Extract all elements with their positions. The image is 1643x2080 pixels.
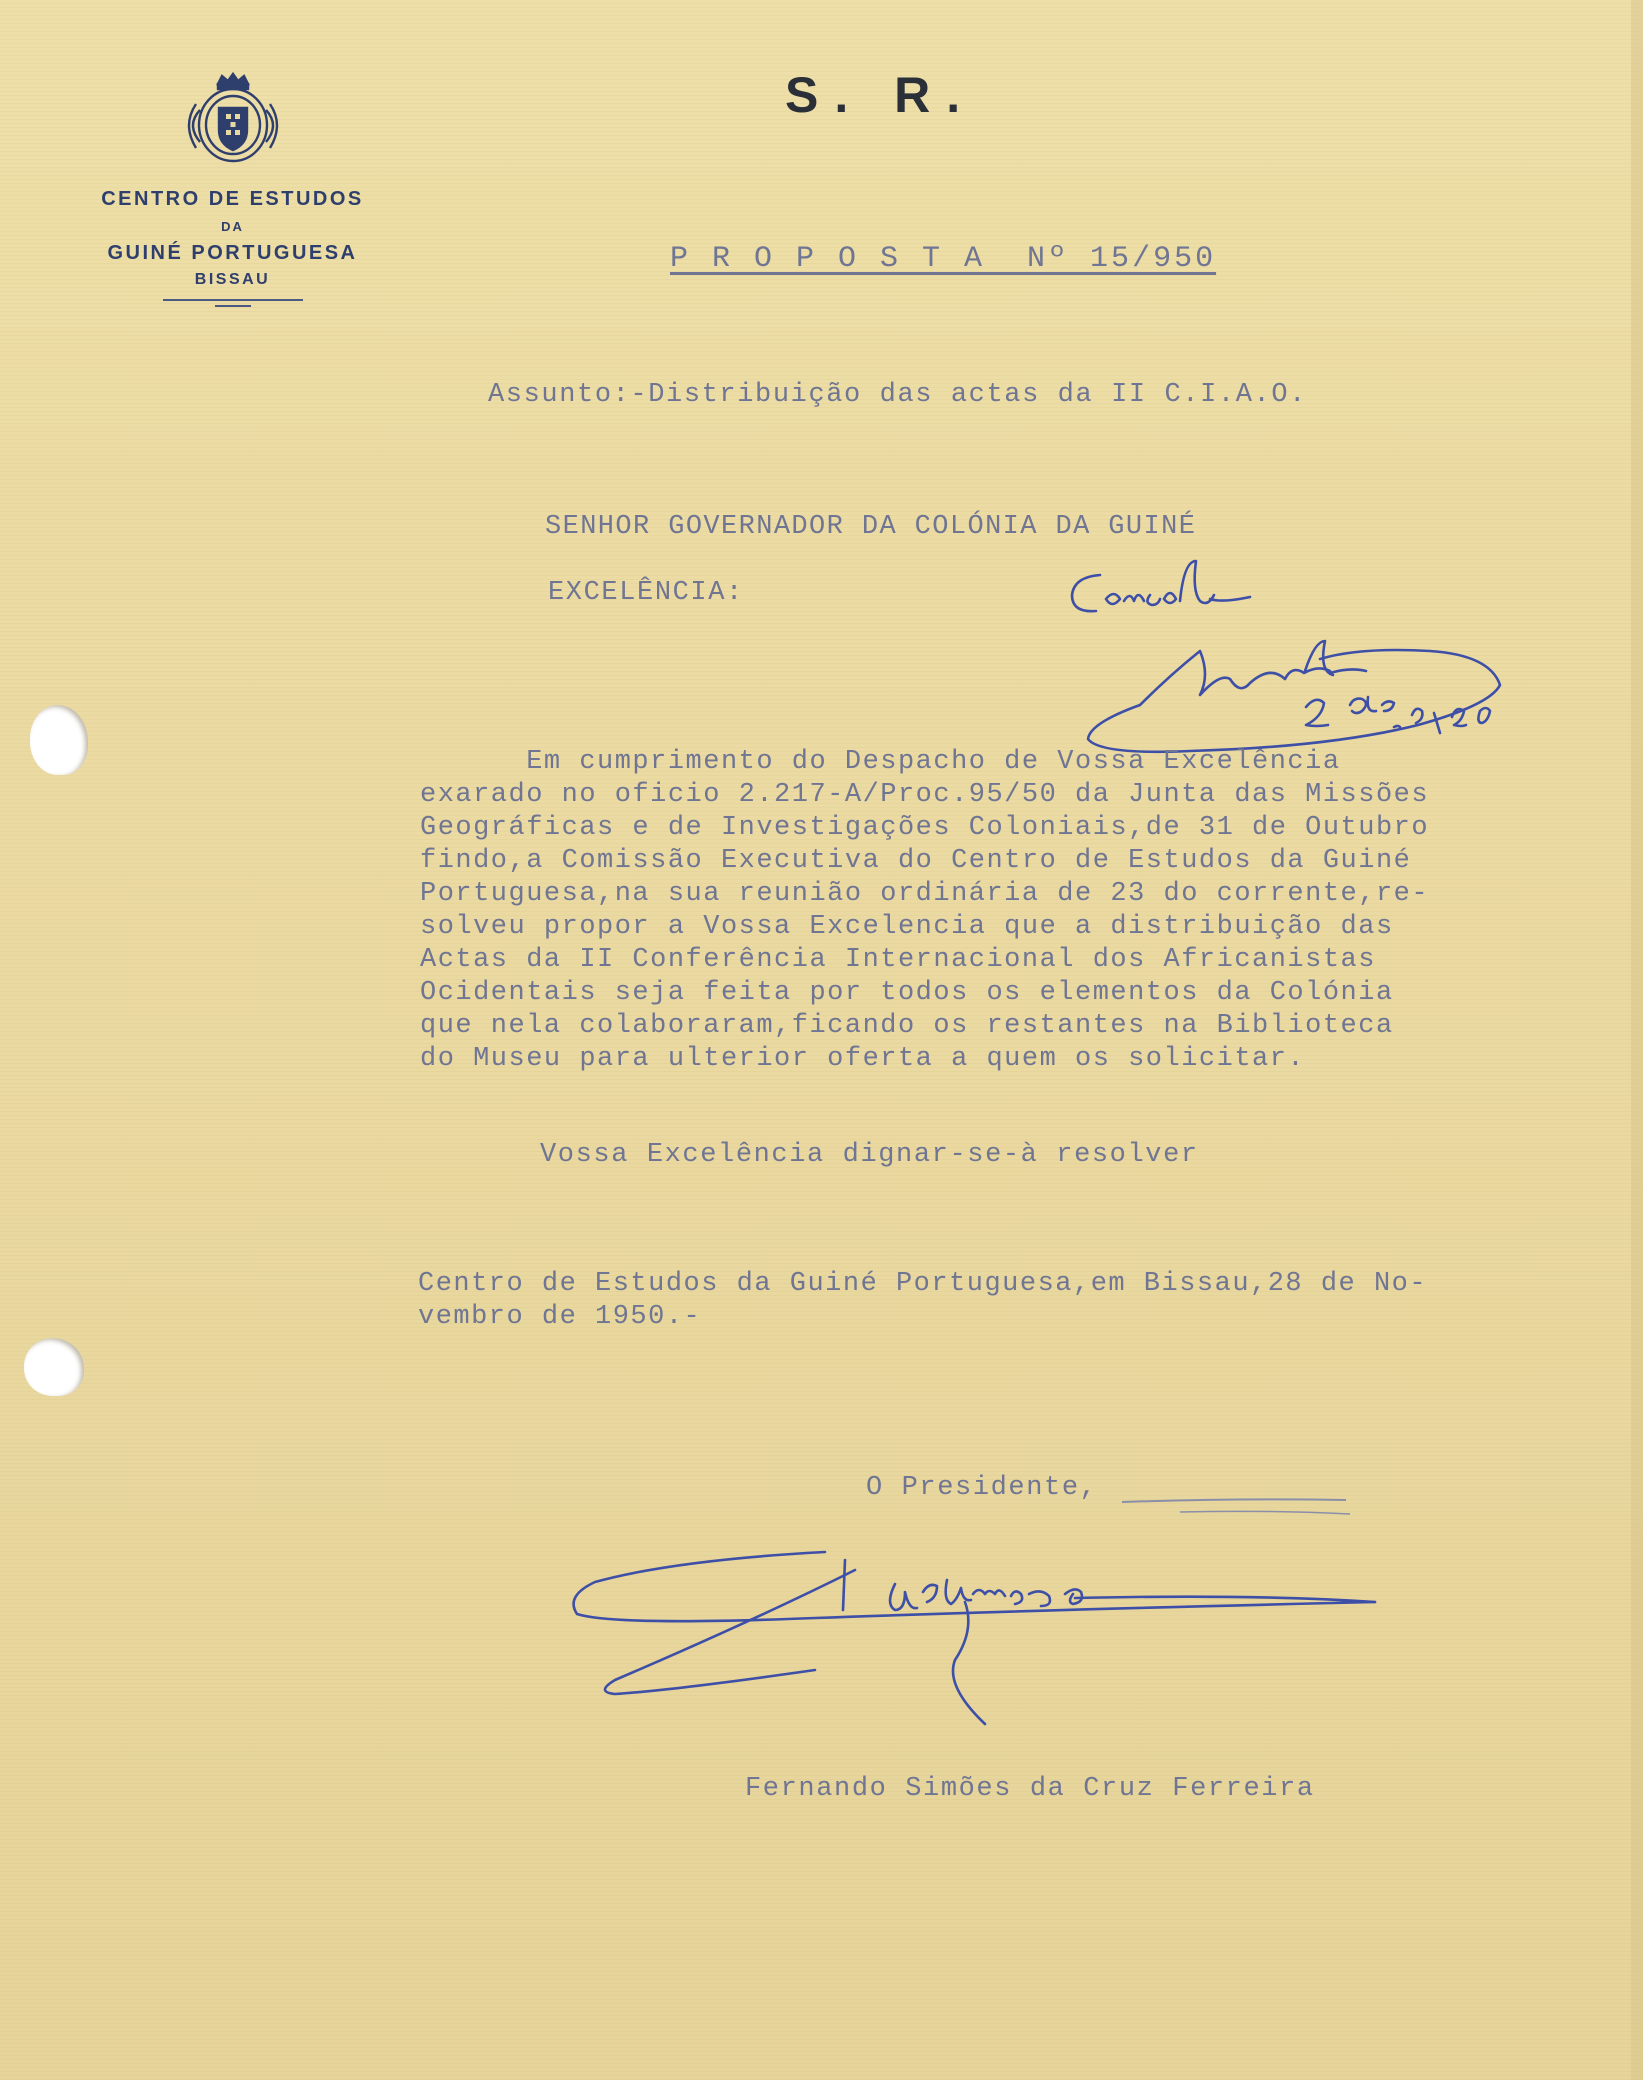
body-paragraph (420, 746, 1560, 1076)
closing-line: Vossa Excelência dignar-se-à resolver (540, 1140, 1199, 1170)
signature-title: O Presidente, (866, 1473, 1098, 1503)
body-line: Geográficas e de Investigações Coloniais,de 31 de Outubro (420, 813, 1430, 843)
place-date-line: Centro de Estudos da Guiné Portuguesa,em Bissau,28 de No- (418, 1269, 1428, 1299)
body-line: solveu propor a Vossa Excelencia que a distribuição das (420, 912, 1394, 942)
place-date-line: vembro de 1950.- (418, 1302, 702, 1332)
proposal-title: P R O P O S T A Nº 15/950 (670, 242, 1217, 276)
subject-line: Assunto:-Distribuição das actas da II C.I.A.O. (488, 380, 1307, 410)
body-line: Em cumprimento do Despacho de Vossa Excelência (420, 747, 1341, 777)
punch-hole-bottom (24, 1338, 84, 1396)
body-line: Actas da II Conferência Internacional dos Africanistas (420, 945, 1376, 975)
header-mark: S. R. (785, 67, 977, 123)
signer-name: Fernando Simões da Cruz Ferreira (745, 1774, 1315, 1804)
letterhead-line-centro: CENTRO DE ESTUDOS (101, 188, 364, 210)
body-line: do Museu para ulterior oferta a quem os solicitar. (420, 1044, 1306, 1074)
letterhead-line-guine: GUINÉ PORTUGUESA (107, 242, 358, 264)
signature-guide-line (1120, 1490, 1360, 1520)
body-line: Ocidentais seja feita por todos os elementos da Colónia (420, 978, 1394, 1008)
punch-hole-top (30, 705, 88, 775)
letterhead-line-bissau: BISSAU (194, 271, 271, 288)
body-line: findo,a Comissão Executiva do Centro de Estudos da Guiné (420, 846, 1412, 876)
letterhead-line-da: DA (221, 219, 244, 234)
handwritten-signature-icon (555, 1510, 1395, 1730)
letterhead-rule-short (215, 305, 251, 307)
letterhead (60, 70, 405, 307)
addressee-line: SENHOR GOVERNADOR DA COLÓNIA DA GUINÉ (545, 512, 1197, 542)
body-line: que nela colaboraram,ficando os restantes na Biblioteca (420, 1011, 1394, 1041)
letterhead-rule (163, 299, 303, 301)
place-date-block (418, 1268, 1427, 1334)
coat-of-arms-seal-icon (178, 70, 288, 170)
body-line: exarado no oficio 2.217-A/Proc.95/50 da Junta das Missões (420, 780, 1430, 810)
body-line: Portuguesa,na sua reunião ordinária de 23 do corrente,re- (420, 879, 1430, 909)
salutation: EXCELÊNCIA: (548, 578, 744, 608)
